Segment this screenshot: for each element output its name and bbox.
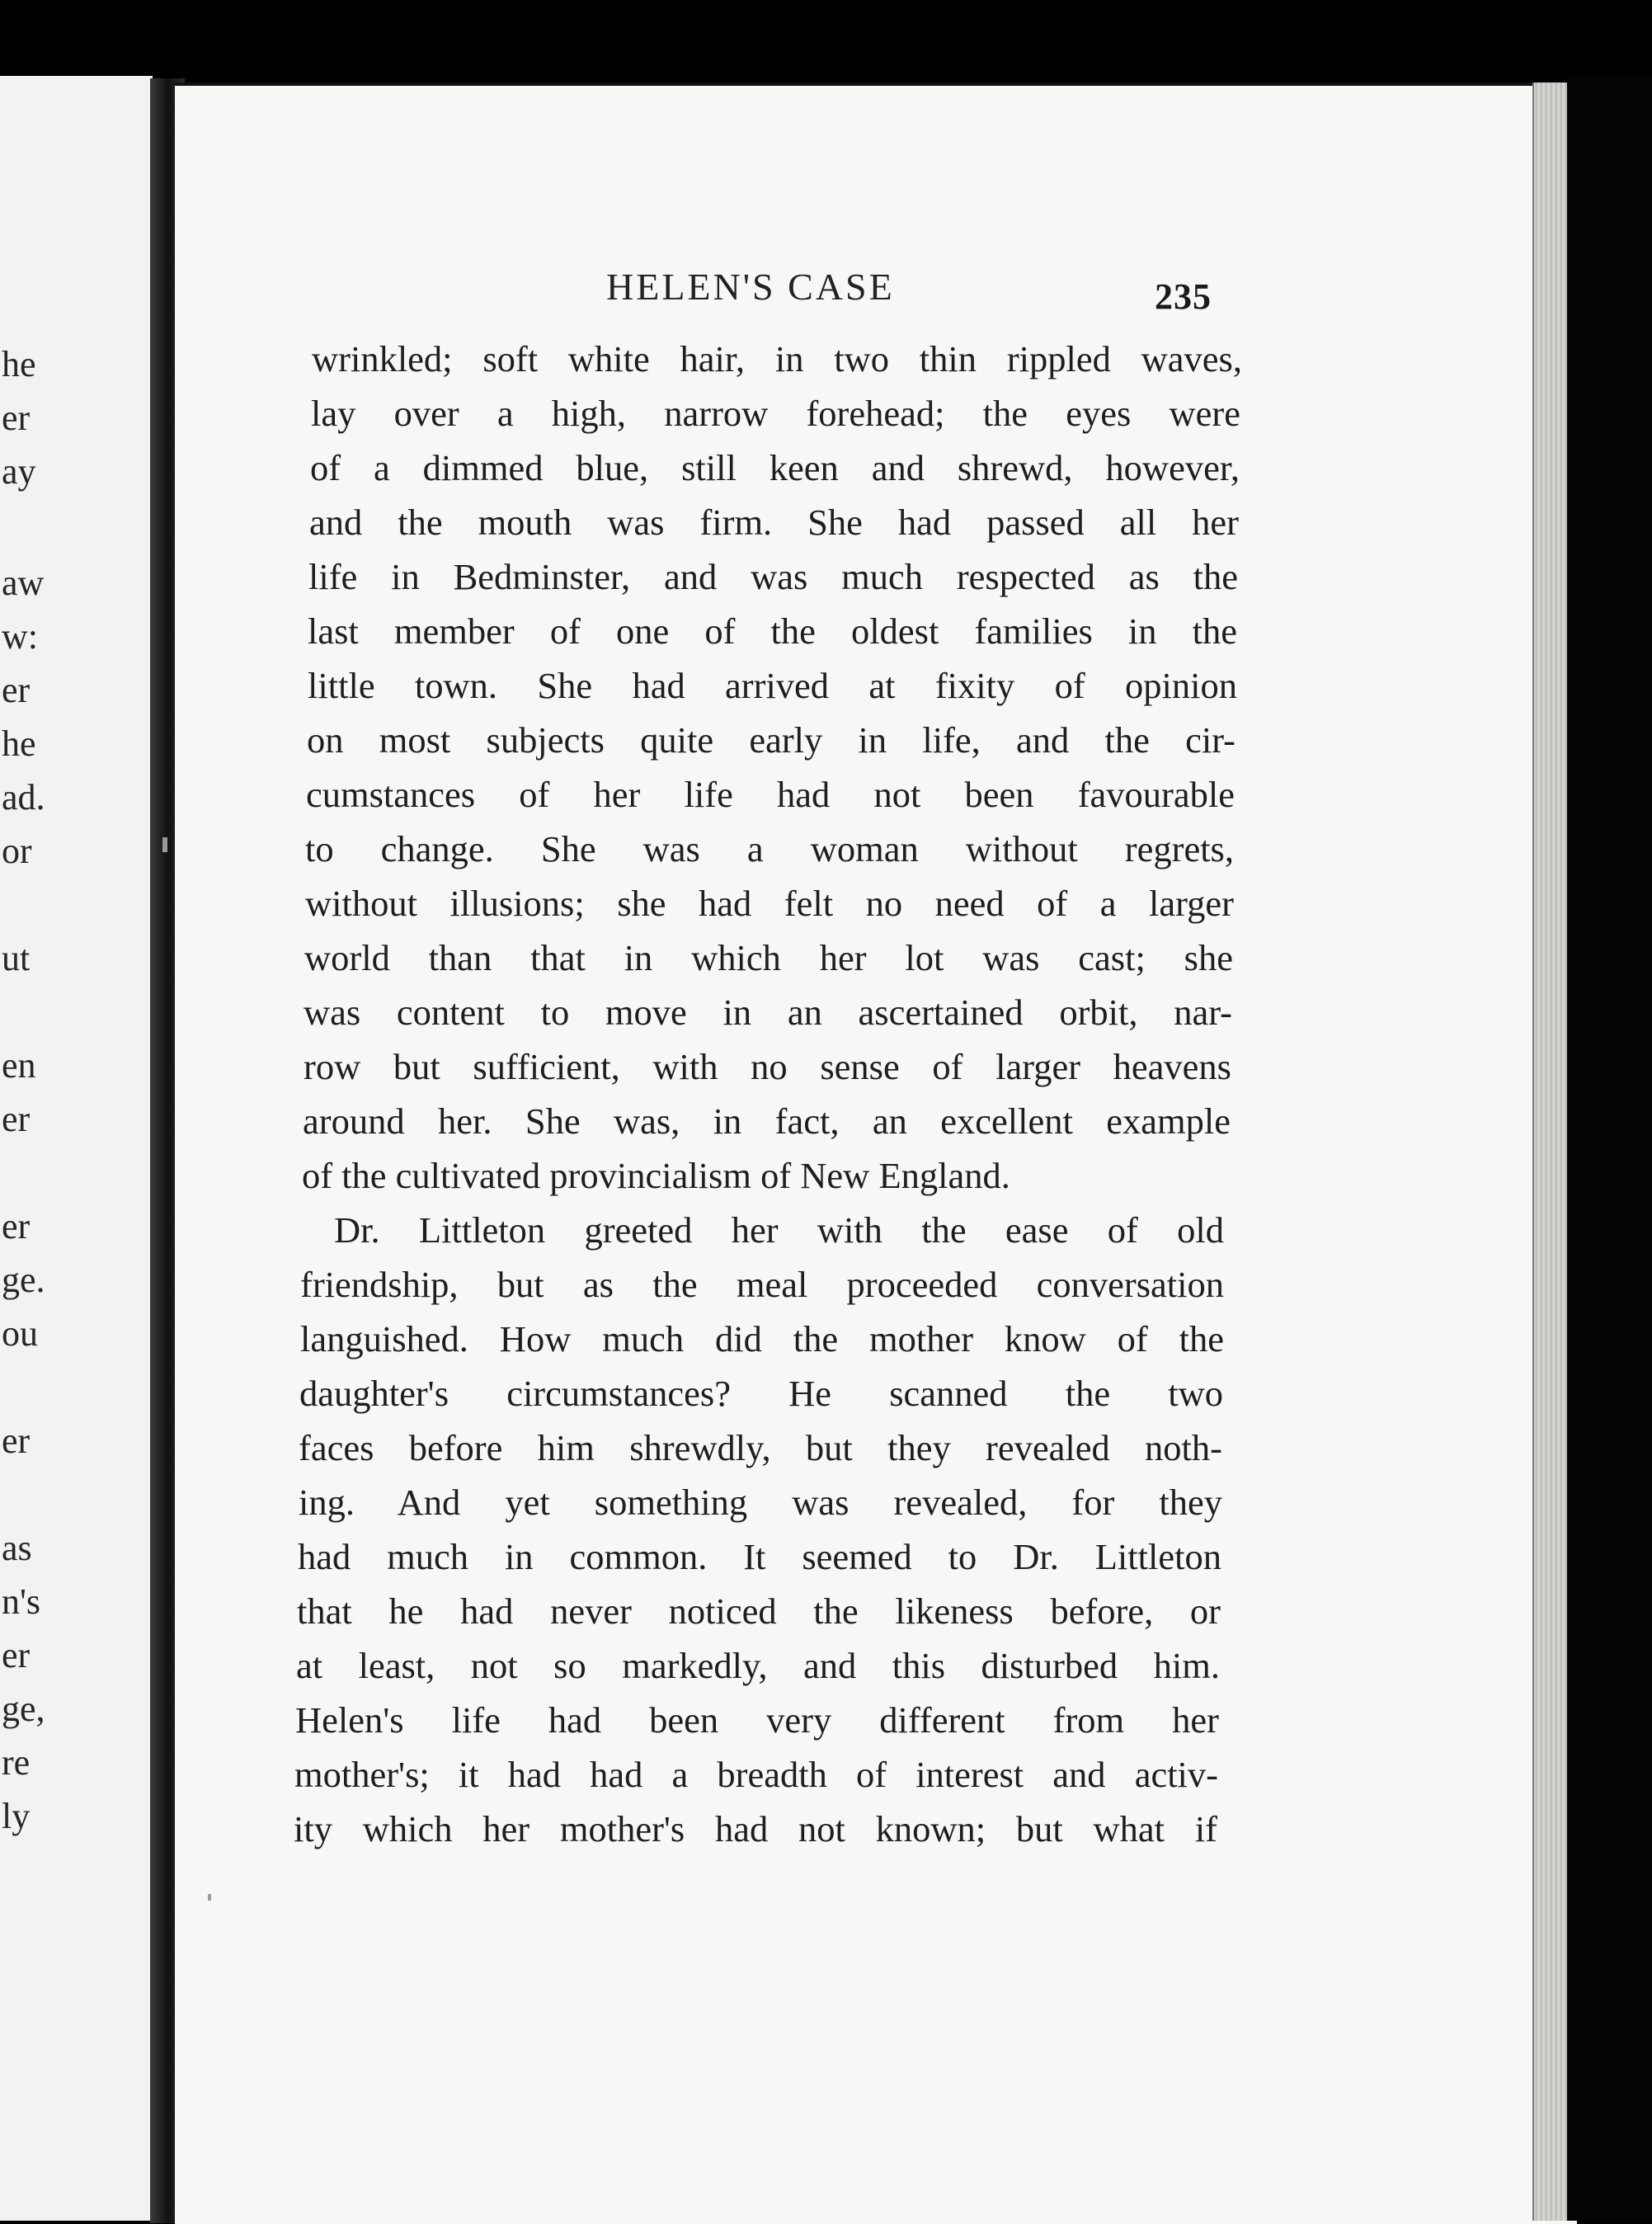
- left-page-line: re: [2, 1742, 31, 1783]
- text-line: daughter's circumstances? He scanned the two: [299, 1373, 1223, 1414]
- text-line: around her. She was, in fact, an excellent example: [303, 1100, 1231, 1142]
- text-line: row but sufficient, with no sense of larger heavens: [304, 1046, 1231, 1087]
- background: [1567, 76, 1652, 2221]
- text-line: cumstances of her life had not been favourable: [306, 774, 1235, 815]
- left-page-line: ou: [2, 1313, 38, 1354]
- text-line: lay over a high, narrow forehead; the eyes were: [311, 393, 1240, 434]
- left-page-line: aw: [2, 563, 45, 603]
- left-page-line: er: [2, 1099, 31, 1139]
- left-page-line: or: [2, 831, 32, 871]
- text-line: life in Bedminster, and was much respected as the: [308, 556, 1238, 597]
- left-page-line: er: [2, 1206, 31, 1246]
- scan-speck: [208, 1894, 211, 1901]
- text-line: that he had never noticed the likeness before, or: [297, 1590, 1221, 1632]
- text-line: little town. She had arrived at fixity of opinion: [308, 665, 1237, 706]
- scan-speck: [162, 837, 167, 852]
- left-page-line: er: [2, 1421, 31, 1461]
- text-line: to change. She was a woman without regrets,: [305, 828, 1234, 869]
- left-page-line: er: [2, 1635, 31, 1675]
- left-page-line: ad.: [2, 777, 45, 818]
- left-page-line: ge,: [2, 1689, 45, 1729]
- left-page-line: ay: [2, 451, 36, 492]
- text-line: of the cultivated provincialism of New England.: [302, 1155, 1010, 1196]
- left-page-line: ge.: [2, 1260, 45, 1300]
- text-line: had much in common. It seemed to Dr. Littleton: [298, 1536, 1221, 1577]
- text-line: Helen's life had been very different from her: [295, 1699, 1219, 1741]
- left-page-line: er: [2, 670, 31, 710]
- left-page-line: ly: [2, 1796, 31, 1836]
- text-line: was content to move in an ascertained orbit, nar-: [304, 992, 1232, 1033]
- text-line: languished. How much did the mother know of the: [300, 1318, 1224, 1359]
- previous-page: [0, 76, 153, 2221]
- text-line: faces before him shrewdly, but they revealed noth-: [299, 1427, 1222, 1468]
- text-line: mother's; it had had a breadth of interest and activ-: [294, 1754, 1218, 1795]
- page-number: 235: [1155, 276, 1212, 317]
- left-page-line: ut: [2, 938, 31, 978]
- text-line: of a dimmed blue, still keen and shrewd, however,: [310, 447, 1240, 488]
- text-line: ity which her mother's had not known; but what if: [294, 1808, 1217, 1849]
- paragraph-first-line: Dr. Littleton greeted her with the ease of old: [334, 1209, 1224, 1251]
- text-line: wrinkled; soft white hair, in two thin rippled waves,: [312, 338, 1242, 379]
- text-line: last member of one of the oldest families in the: [308, 610, 1237, 652]
- left-page-line: er: [2, 398, 31, 438]
- left-page-line: en: [2, 1045, 36, 1086]
- text-line: at least, not so markedly, and this disturbed him.: [296, 1645, 1220, 1686]
- page-edge: [1532, 82, 1569, 2221]
- text-line: world than that in which her lot was cast; she: [304, 937, 1233, 978]
- left-page-line: he: [2, 723, 36, 764]
- text-line: without illusions; she had felt no need of a larger: [305, 883, 1234, 924]
- text-line: and the mouth was firm. She had passed all her: [309, 502, 1239, 543]
- left-page-line: w:: [2, 616, 38, 657]
- text-line: friendship, but as the meal proceeded conversation: [300, 1264, 1224, 1305]
- text-line: ing. And yet something was revealed, for they: [299, 1482, 1222, 1523]
- left-page-line: he: [2, 344, 36, 384]
- left-page-line: as: [2, 1528, 32, 1568]
- text-line: on most subjects quite early in life, and the cir-: [307, 719, 1235, 761]
- running-head: HELEN'S CASE: [606, 266, 895, 308]
- left-page-line: n's: [2, 1581, 41, 1622]
